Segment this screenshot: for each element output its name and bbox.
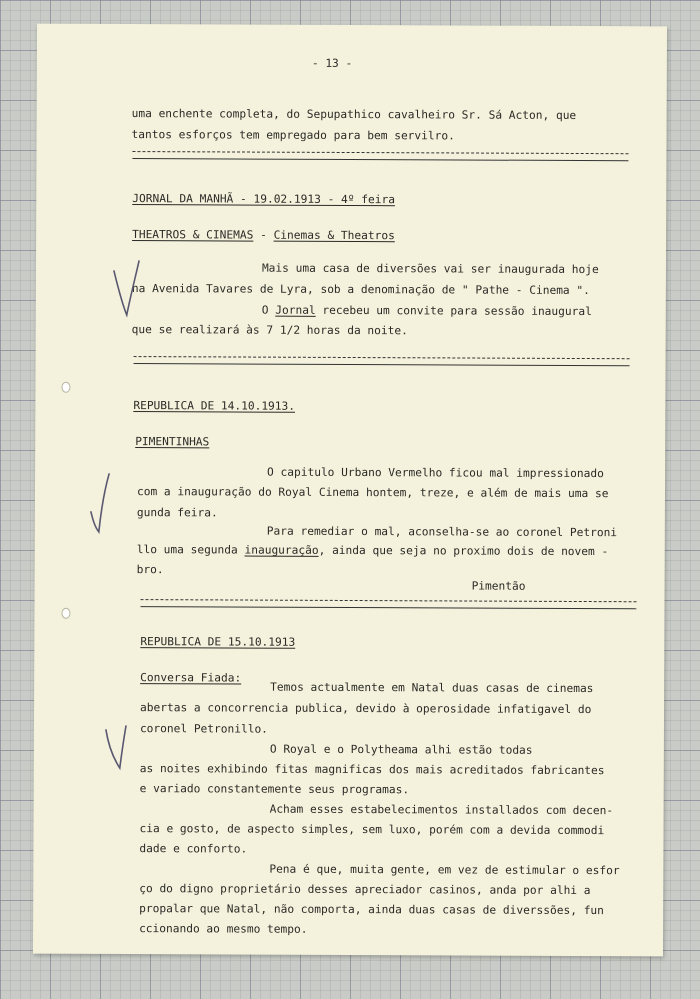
body-line: propalar que Natal, não comporta, ainda duas casas de diverssões, fun xyxy=(139,902,604,918)
body-line: as noites exhibindo fitas magnificas dos mais acreditados fabricantes xyxy=(139,762,605,778)
separator-rule xyxy=(140,599,636,609)
intro-line: uma enchente completa, do Sepupathico cavalheiro Sr. Sá Acton, que xyxy=(131,107,577,122)
body-line: gunda feira. xyxy=(136,506,218,520)
separator-rule xyxy=(134,356,630,366)
signature: Pimentão xyxy=(471,579,526,593)
body-text: O xyxy=(261,303,276,317)
checkmark-icon xyxy=(102,722,130,774)
body-line: coronel Petronillo. xyxy=(139,722,268,736)
body-text-underlined: inauguração xyxy=(244,543,319,557)
body-text: , ainda que seja no proximo dois de novem - xyxy=(318,543,609,559)
body-text: llo uma segunda xyxy=(136,543,245,557)
column-title-main: THEATROS & CINEMAS xyxy=(132,228,254,242)
body-line: bro. xyxy=(136,563,164,577)
body-text: recebeu um convite para sessão inaugural xyxy=(315,303,592,319)
column-title xyxy=(132,228,395,242)
body-line: O Royal e o Polytheama alhi estão todas xyxy=(269,742,533,757)
column-subtitle: Cinemas & Theatros xyxy=(273,228,395,243)
body-line: Acham esses estabelecimentos installados com decen- xyxy=(269,802,614,818)
body-line: na Avenida Tavares de Lyra, sob a denominação de " Pathe - Cinema ". xyxy=(131,282,590,298)
section-header: REPUBLICA DE 14.10.1913. xyxy=(133,399,296,413)
column-title: PIMENTINHAS xyxy=(135,435,210,449)
body-line: ccionando ao mesmo tempo. xyxy=(139,922,308,936)
page-number: - 13 - xyxy=(311,56,353,71)
column-title-sep: - xyxy=(253,228,274,242)
section-header: JORNAL DA MANHÃ - 19.02.1913 - 4º feira xyxy=(132,192,395,207)
body-line: dade e conforto. xyxy=(139,842,248,856)
body-line: O capitulo Urbano Vermelho ficou mal impressionado xyxy=(267,465,604,481)
body-text-underlined: Jornal xyxy=(275,303,316,317)
checkmark-icon xyxy=(85,472,113,536)
punch-hole-top xyxy=(61,382,70,393)
intro-line: tantos esforços tem empregado para bem servilro. xyxy=(131,128,455,143)
body-line: Para remediar o mal, aconselha-se ao coronel Petroni xyxy=(266,524,618,540)
body-line: e variado constantemente seus programas. xyxy=(139,782,410,797)
column-title: Conversa Fiada: xyxy=(140,671,242,685)
punch-hole-bottom xyxy=(61,608,70,619)
body-line: Pena é que, muita gente, em vez de estimular o esfor xyxy=(269,862,620,878)
body-line: com a inauguração do Royal Cinema hontem, treze, e além de mais uma se xyxy=(136,485,609,501)
body-line: abertas a concorrencia publica, devido à operosidade infatigavel do xyxy=(140,701,592,717)
body-line: que se realizará às 7 1/2 horas da noite. xyxy=(131,323,408,338)
body-line: ço do digno proprietário desses apreciador casinos, anda por alhi a xyxy=(139,882,591,898)
body-line: Mais uma casa de diversões vai ser inaugurada hoje xyxy=(261,261,599,277)
body-line: Temos actualmente em Natal duas casas de cinemas xyxy=(270,680,594,696)
section-header: REPUBLICA DE 15.10.1913 xyxy=(140,635,296,649)
checkmark-icon xyxy=(112,259,142,321)
body-line xyxy=(262,304,592,318)
body-line xyxy=(137,543,609,558)
body-line: cia e gosto, de aspecto simples, sem luxo, porém com a devida commodi xyxy=(139,822,605,838)
separator-rule xyxy=(132,151,628,161)
document-page xyxy=(33,24,667,957)
